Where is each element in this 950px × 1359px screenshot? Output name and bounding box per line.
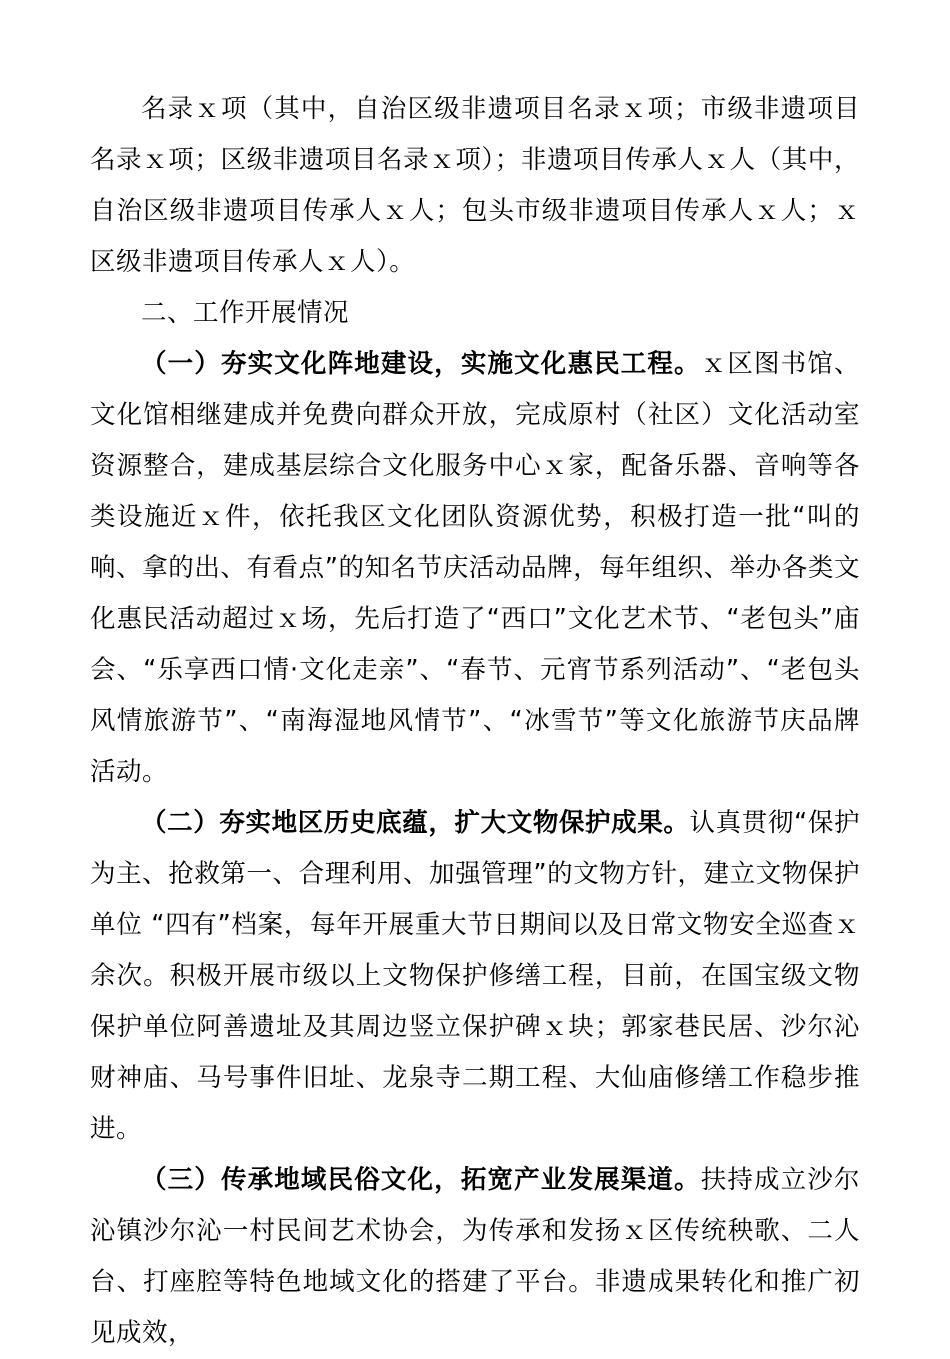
paragraph-heritage-protection — [90, 798, 860, 1155]
paragraph-lead-bold: （一）夯实文化阵地建设，实施文化惠民工程。 — [141, 349, 701, 379]
paragraph-lead-bold: （二）夯实地区历史底蕴，扩大文物保护成果。 — [141, 808, 690, 838]
paragraph-intangible-heritage-list — [90, 84, 860, 288]
paragraph-text: 认真贯彻“保护为主、抢救第一、合理利用、加强管理”的文物方针，建立文物保护单位 “四有”档案，每年开展重大节日期间以及日常文物安全巡查ｘ余次。积极开展市级以上文物保护修缮工程，目前，在国宝级文物保护单位阿善遗址及其周边竖立保护碑ｘ块；郭家巷民居、沙尔沁财神庙、马号事件旧址、龙泉寺二期工程、大仙庙修缮工作稳步推进。 — [90, 808, 860, 1144]
section-heading-work-progress — [90, 288, 860, 339]
paragraph-lead-bold: （三）传承地域民俗文化，拓宽产业发展渠道。 — [141, 1165, 701, 1195]
section-heading-text: 二、工作开展情况 — [141, 298, 350, 328]
paragraph-text: 扶持成立沙尔沁镇沙尔沁一村民间艺术协会，为传承和发扬ｘ区传统秧歌、二人台、打座腔等特色地域文化的搭建了平台。非遗成果转化和推广初见成效， — [90, 1165, 860, 1348]
paragraph-cultural-facilities — [90, 339, 860, 798]
document-page — [90, 84, 860, 1359]
paragraph-folk-culture — [90, 1155, 860, 1359]
paragraph-text: ｘ区图书馆、文化馆相继建成并免费向群众开放，完成原村（社区）文化活动室资源整合，建成基层综合文化服务中心ｘ家，配备乐器、音响等各类设施近ｘ件，依托我区文化团队资源优势，积极打造一批“叫的响、拿的出、有看点”的知名节庆活动品牌，每年组织、举办各类文化惠民活动超过ｘ场，先后打造了“西口”文化艺术节、“老包头”庙会、“乐享西口情·文化走亲”、“春节、元宵节系列活动”、“老包头风情旅游节”、“南海湿地风情节”、“冰雪节”等文化旅游节庆品牌活动。 — [90, 349, 860, 787]
paragraph-text: 名录ｘ项（其中，自治区级非遗项目名录ｘ项；市级非遗项目名录ｘ项；区级非遗项目名录ｘ项）；非遗项目传承人ｘ人（其中，自治区级非遗项目传承人ｘ人；包头市级非遗项目传承人ｘ人；ｘ区级非遗项目传承人ｘ人）。 — [90, 94, 860, 277]
